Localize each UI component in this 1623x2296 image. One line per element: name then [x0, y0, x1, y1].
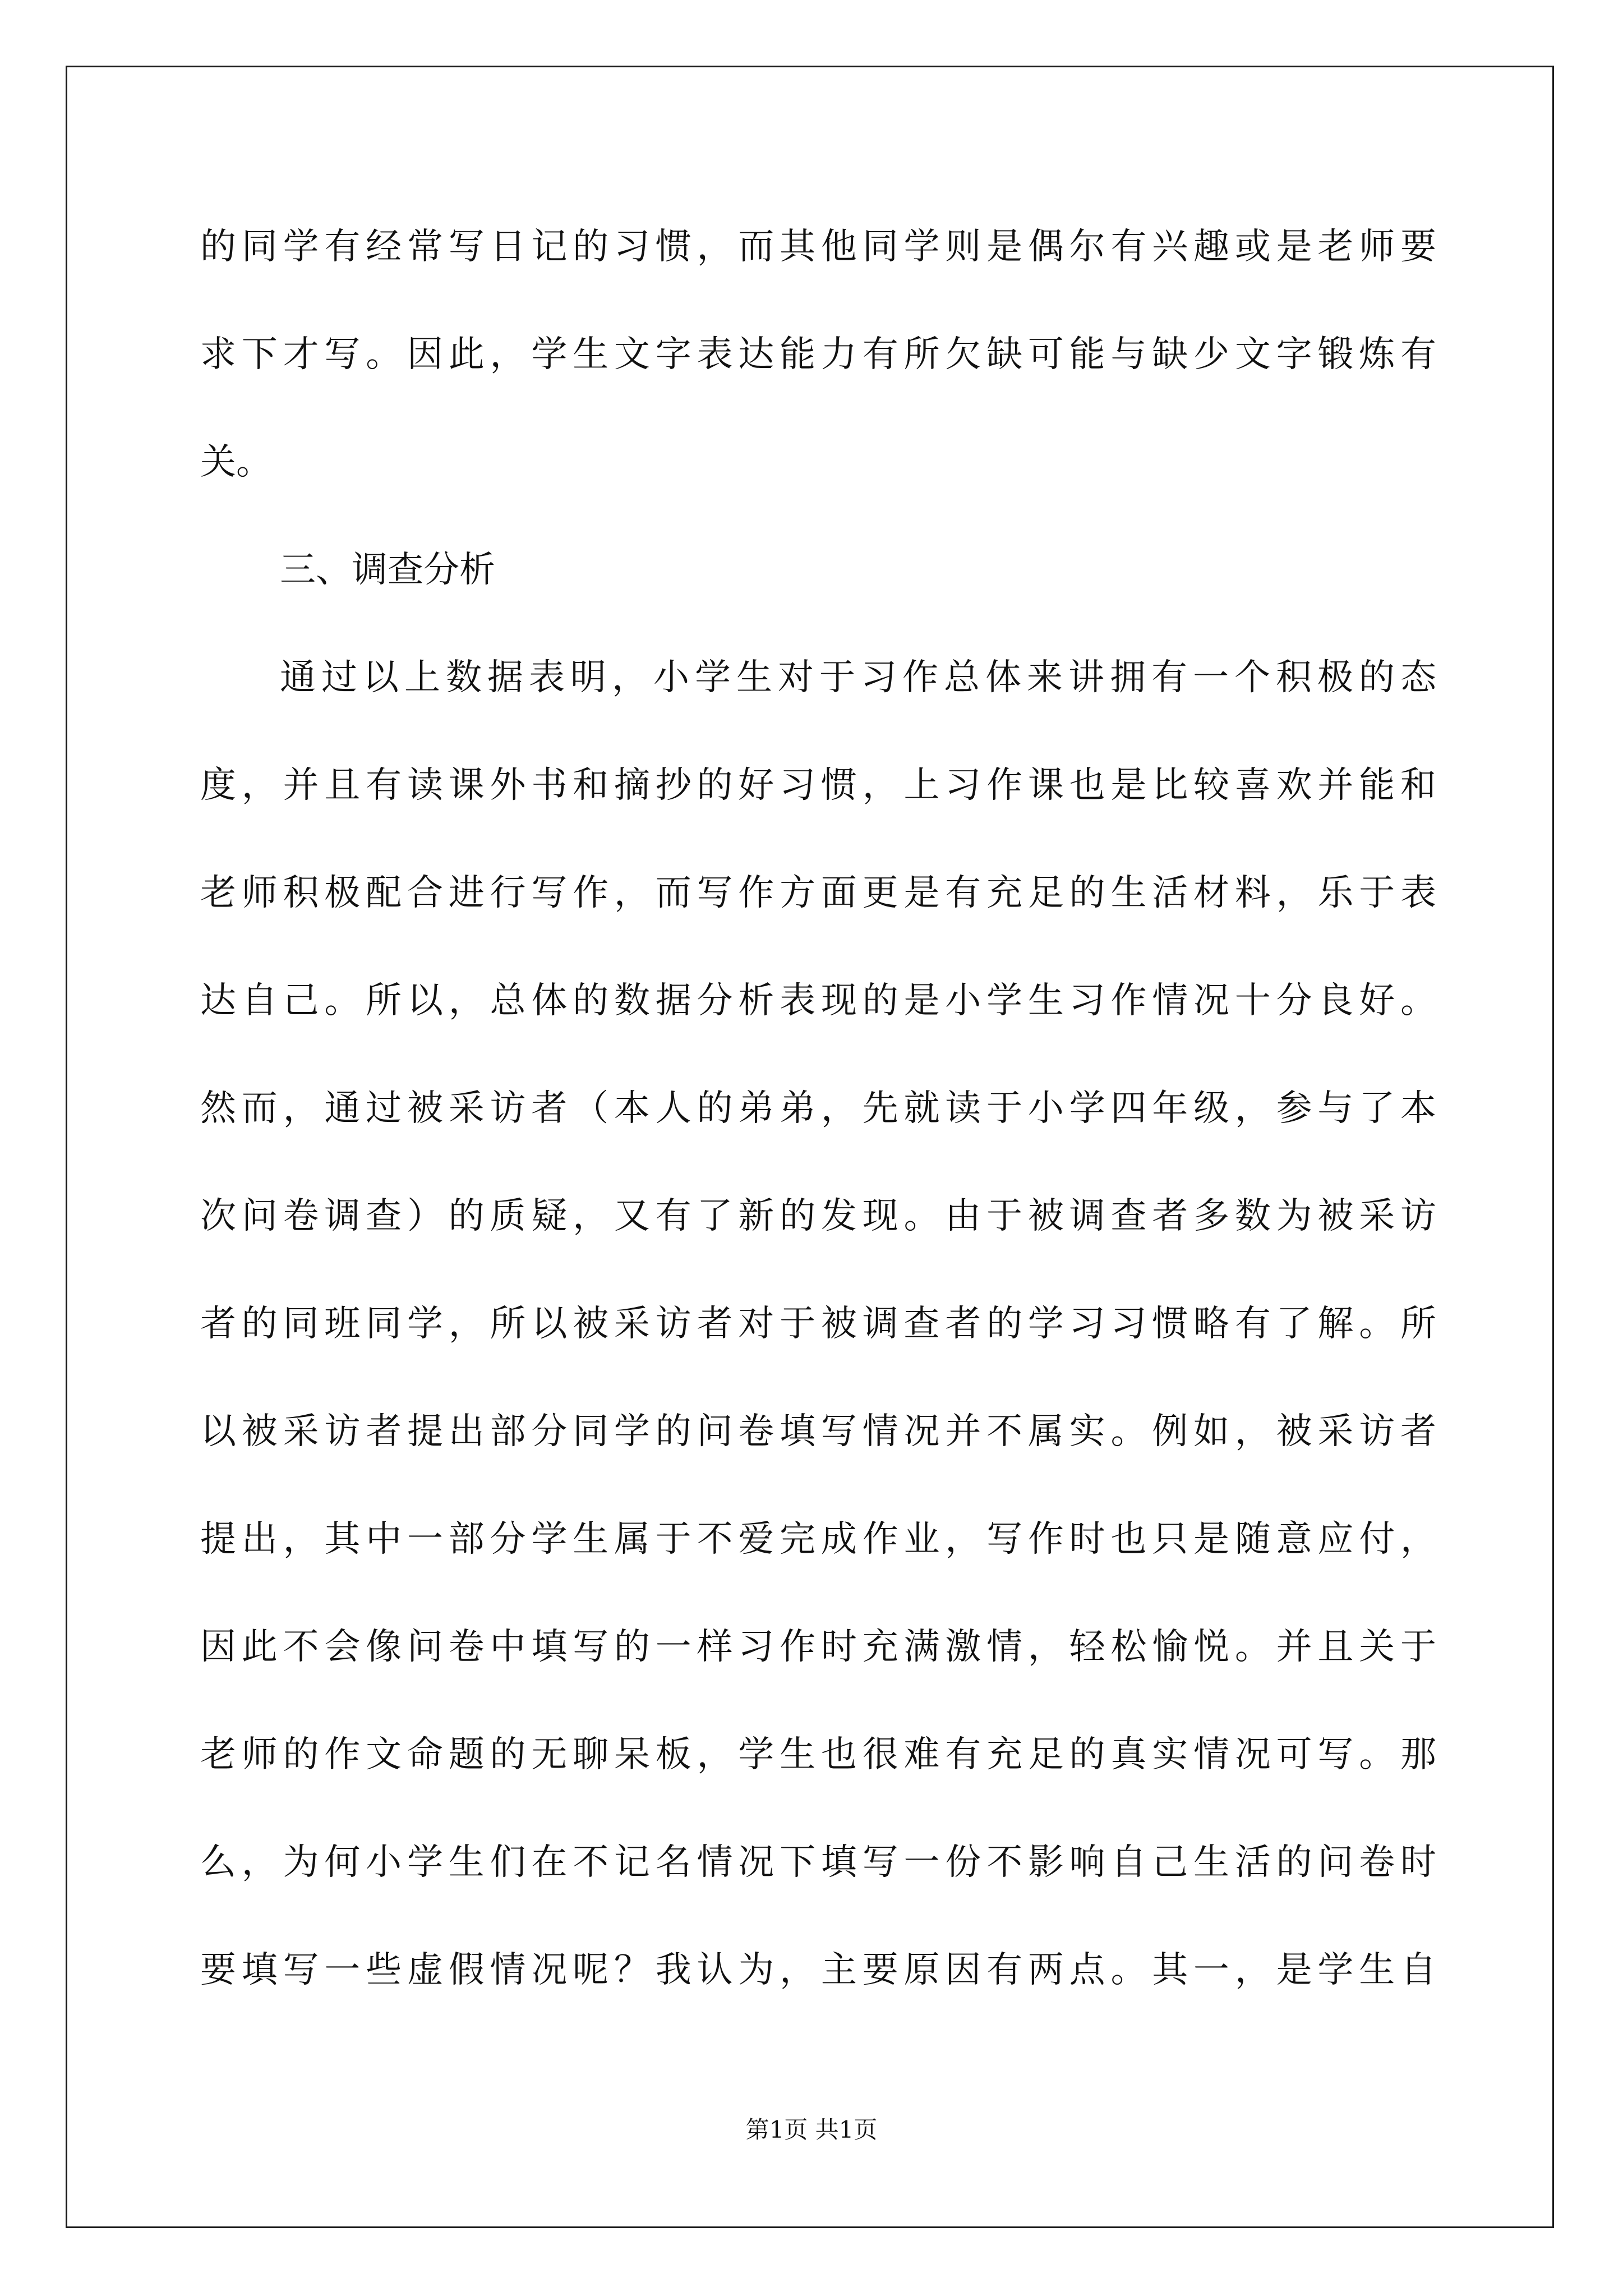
paragraph-line: 通过以上数据表明，小学生对于习作总体来讲拥有一个积极的态 — [280, 657, 1436, 698]
paragraph-line: 老师积极配合进行写作，而写作方面更是有充足的生活材料，乐于表 — [200, 872, 1436, 914]
paragraph-line: 的同学有经常写日记的习惯，而其他同学则是偶尔有兴趣或是老师要 — [200, 226, 1436, 268]
paragraph-line: 以被采访者提出部分同学的问卷填写情况并不属实。例如，被采访者 — [200, 1411, 1436, 1452]
paragraph-line: 达自己。所以，总体的数据分析表现的是小学生习作情况十分良好。 — [200, 980, 1436, 1022]
paragraph-line: 然而，通过被采访者（本人的弟弟，先就读于小学四年级，参与了本 — [200, 1088, 1436, 1129]
paragraph-line: 要填写一些虚假情况呢？我认为，主要原因有两点。其一，是学生自 — [200, 1949, 1436, 1991]
section-heading: 三、调查分析 — [280, 549, 495, 591]
paragraph-line: 关。 — [200, 441, 272, 483]
paragraph-line: 次问卷调查）的质疑，又有了新的发现。由于被调查者多数为被采访 — [200, 1195, 1436, 1237]
paragraph-line: 提出，其中一部分学生属于不爱完成作业，写作时也只是随意应付， — [200, 1519, 1436, 1560]
paragraph-line: 度，并且有读课外书和摘抄的好习惯，上习作课也是比较喜欢并能和 — [200, 765, 1436, 806]
paragraph-line: 者的同班同学，所以被采访者对于被调查者的学习习惯略有了解。所 — [200, 1303, 1436, 1345]
page-border — [66, 66, 1554, 2228]
page-number-footer: 第1页 共1页 — [745, 2116, 878, 2143]
paragraph-line: 么，为何小学生们在不记名情况下填写一份不影响自己生活的问卷时 — [200, 1842, 1436, 1883]
paragraph-line: 因此不会像问卷中填写的一样习作时充满激情，轻松愉悦。并且关于 — [200, 1626, 1436, 1668]
paragraph-line: 求下才写。因此，学生文字表达能力有所欠缺可能与缺少文字锻炼有 — [200, 334, 1436, 375]
paragraph-line: 老师的作文命题的无聊呆板，学生也很难有充足的真实情况可写。那 — [200, 1734, 1436, 1775]
